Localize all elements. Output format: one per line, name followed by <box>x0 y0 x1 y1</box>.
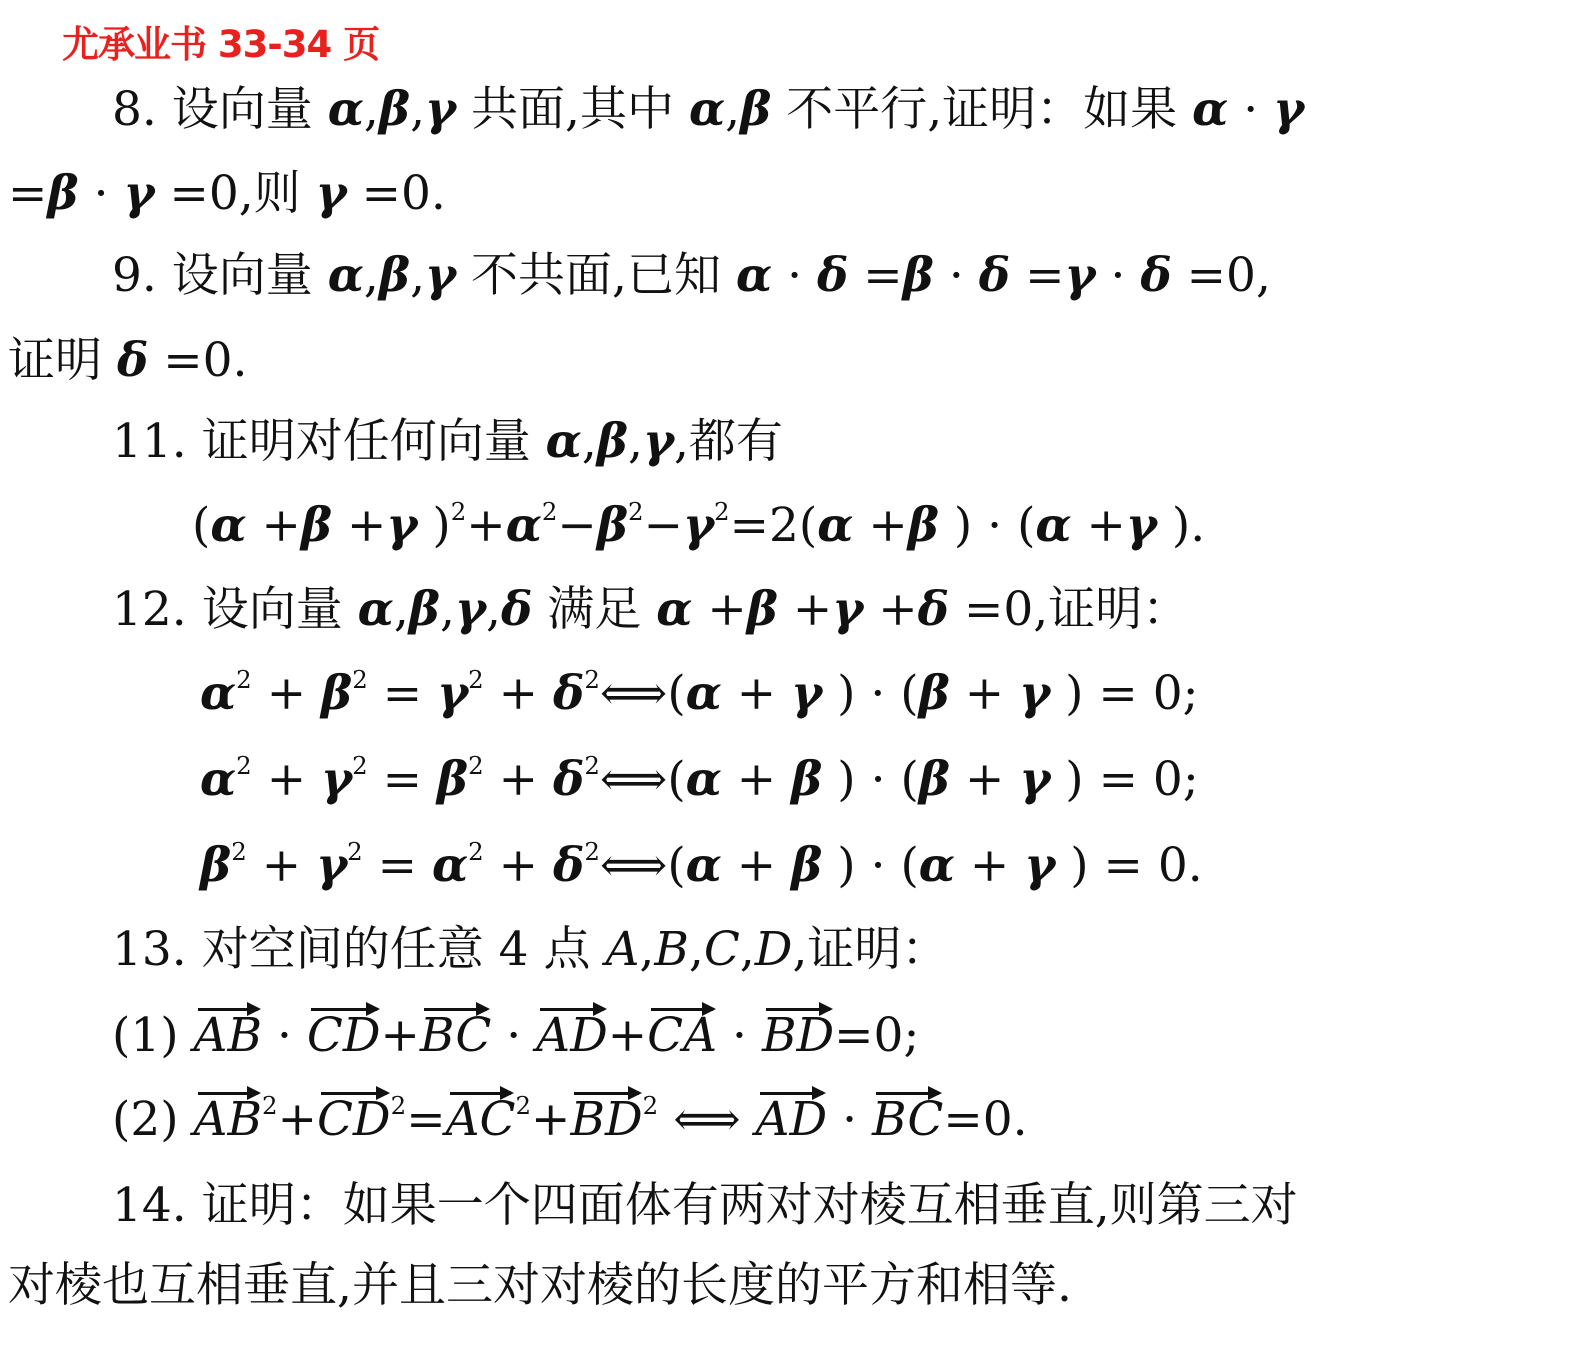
plus-sign: + <box>736 752 777 807</box>
problem-11-label: 11. <box>112 414 187 469</box>
gamma-symbol: γ <box>315 166 347 221</box>
alpha-symbol: α <box>431 838 469 893</box>
iff-symbol: ⟺ <box>599 752 668 807</box>
problem-13-line-1 <box>112 922 949 977</box>
plus-sign: + <box>607 1008 648 1063</box>
problem-12-eq-3: $\beta^2 + \gamma^2 = \alpha^2$ + $\delta^2⟺(\alpha + \beta$ ) · (α + γ ) = 0. <box>200 837 1203 893</box>
equals-sign: = <box>1098 752 1138 807</box>
zero: 0 <box>1152 752 1183 807</box>
problem-8-text: =0. <box>361 166 446 221</box>
dot-operator: · <box>787 248 803 303</box>
alpha-symbol: α <box>327 248 364 303</box>
comma: , <box>688 922 704 977</box>
problem-14-text: 证明：如果一个四面体有两对对棱互相垂直,则第三对 <box>201 1178 1298 1233</box>
alpha-symbol: α <box>656 582 693 637</box>
comma: , <box>639 922 655 977</box>
problem-9-line-1 <box>112 248 1271 303</box>
delta-symbol: δ <box>1140 248 1172 303</box>
plus-sign: + <box>964 666 1005 721</box>
alpha-symbol: α <box>685 666 722 721</box>
equals-sign: = <box>377 838 418 893</box>
problem-12-text: =0,证明： <box>963 582 1190 637</box>
beta-symbol: β <box>918 752 951 807</box>
gamma-symbol: γ <box>1019 666 1051 721</box>
alpha-symbol: α <box>200 752 237 807</box>
problem-12-eq-1: $\alpha^2 + \beta^2 = \gamma^2$ + $\delta^2⟺(\alpha + \gamma$ ) · (β + γ ) = 0; <box>200 665 1199 721</box>
delta-symbol: δ <box>553 752 585 807</box>
plus-sign: + <box>266 666 307 721</box>
zero: 0 <box>1152 666 1183 721</box>
dot-operator: · <box>870 666 886 721</box>
exponent: 2 <box>468 837 484 867</box>
dot-operator: · <box>842 1092 858 1147</box>
dot-operator: · <box>987 498 1003 553</box>
vector-bd: BD <box>761 1008 835 1063</box>
exponent: 2 <box>515 1091 532 1121</box>
plus-sign: + <box>792 582 833 637</box>
beta-symbol: β <box>918 666 950 721</box>
delta-symbol: δ <box>500 582 533 637</box>
alpha-symbol: α <box>1035 498 1072 553</box>
alpha-symbol: α <box>200 666 237 721</box>
plus-sign: + <box>707 582 747 637</box>
plus-sign: + <box>347 498 387 553</box>
plus-sign: + <box>498 752 539 807</box>
comma: , <box>581 414 597 469</box>
beta-symbol: β <box>791 752 823 807</box>
gamma-symbol: γ <box>454 582 486 637</box>
alpha-symbol: α <box>685 752 722 807</box>
problem-9-text: =0. <box>163 333 248 388</box>
exponent: 2 <box>352 751 368 781</box>
problem-11-text: 证明对任何向量 <box>201 414 531 469</box>
problem-12-line-1 <box>112 582 1190 637</box>
problem-12-eq-2: $\alpha^2 + \gamma^2 = \beta^2$ + $\delta^2⟺(\alpha + \beta$ ) · (β + γ ) = 0; <box>200 751 1199 807</box>
comma: , <box>363 82 379 137</box>
equals-sign: = <box>1103 838 1143 893</box>
delta-symbol: δ <box>553 838 585 893</box>
alpha-symbol: α <box>918 838 955 893</box>
dot-operator: · <box>506 1008 522 1063</box>
equals-zero: =0; <box>834 1008 920 1063</box>
iff-symbol: ⟺ <box>673 1092 741 1147</box>
delta-symbol: δ <box>978 248 1011 303</box>
exponent: 2 <box>584 837 600 867</box>
vector-cd: CD <box>306 1008 381 1063</box>
problem-8-text: 设向量 <box>171 82 313 137</box>
delta-symbol: δ <box>553 666 585 721</box>
exponent: 2 <box>584 665 600 695</box>
beta-symbol: β <box>47 166 79 221</box>
gamma-symbol: γ <box>832 582 864 637</box>
gamma-symbol: γ <box>425 82 457 137</box>
minus-sign: − <box>643 498 683 553</box>
gamma-symbol: γ <box>316 838 348 893</box>
plus-sign: + <box>498 666 539 721</box>
problem-11-line-1 <box>112 414 783 469</box>
point-d: D <box>754 922 793 977</box>
alpha-symbol: α <box>505 498 542 553</box>
problem-9-text: 设向量 <box>171 248 313 303</box>
alpha-symbol: α <box>1192 82 1229 137</box>
vector-ca: CA <box>647 1008 718 1063</box>
beta-symbol: β <box>408 582 440 637</box>
gamma-symbol: γ <box>1125 498 1157 553</box>
problem-9-text: 证明 <box>8 333 102 388</box>
exponent: 2 <box>352 665 368 695</box>
exponent: 2 <box>642 1091 659 1121</box>
plus-sign: + <box>466 498 506 553</box>
beta-symbol: β <box>907 498 939 553</box>
plus-sign: + <box>1086 498 1126 553</box>
problem-9-text: 不共面,已知 <box>471 248 721 303</box>
beta-symbol: β <box>902 248 934 303</box>
gamma-symbol: γ <box>123 166 155 221</box>
dot-operator: · <box>1110 248 1126 303</box>
dot-operator: · <box>870 752 886 807</box>
iff-symbol: ⟺ <box>599 666 668 721</box>
gamma-symbol: γ <box>1019 752 1051 807</box>
exponent: 2 <box>541 497 558 527</box>
gamma-symbol: γ <box>682 498 715 553</box>
problem-13-item-2 <box>112 1091 1028 1147</box>
problem-8-label: 8. <box>112 82 157 137</box>
gamma-symbol: γ <box>1273 82 1305 137</box>
problem-8-text: =0,则 <box>169 166 301 221</box>
beta-symbol: β <box>746 582 778 637</box>
exponent: 2 <box>231 837 247 867</box>
problem-13-text: 对空间的任意 4 点 <box>201 922 591 977</box>
minus-sign: − <box>557 498 597 553</box>
problem-13-text: ,证明： <box>792 922 949 977</box>
gamma-symbol: γ <box>321 752 353 807</box>
problem-11-formula: (α +β +γ )$^2+\alpha^2-\beta^2-\gamma^2=2(\alpha +\beta$ ) · (α +γ ). <box>192 497 1206 553</box>
delta-symbol: δ <box>816 248 849 303</box>
exponent: 2 <box>628 497 644 527</box>
problem-14-text: 对棱也互相垂直,并且三对对棱的长度的平方和相等. <box>8 1258 1072 1313</box>
comma: , <box>485 582 501 637</box>
alpha-symbol: α <box>817 498 854 553</box>
vector-ab: AB <box>193 1092 263 1147</box>
alpha-symbol: α <box>685 838 722 893</box>
plus-sign: + <box>878 582 918 637</box>
beta-symbol: β <box>596 414 628 469</box>
period: . <box>1187 838 1203 893</box>
item-label: (2) <box>112 1092 179 1147</box>
plus-sign: + <box>380 1008 420 1063</box>
gamma-symbol: γ <box>437 666 469 721</box>
vector-ac: AC <box>445 1092 516 1147</box>
beta-symbol: β <box>378 248 411 303</box>
dot-operator: · <box>948 248 964 303</box>
comma: , <box>440 582 455 637</box>
dot-operator: · <box>93 166 109 221</box>
gamma-symbol: γ <box>1064 248 1096 303</box>
semicolon: ; <box>1182 752 1199 807</box>
problem-14-line-2 <box>8 1258 1072 1313</box>
alpha-symbol: α <box>688 82 726 137</box>
problem-9-line-2 <box>8 333 248 388</box>
equals-sign: = <box>1025 248 1065 303</box>
problem-12-text: 满足 <box>547 582 642 637</box>
exponent: 2 <box>236 665 252 695</box>
coefficient: 2 <box>768 498 799 553</box>
exponent: 2 <box>390 1091 407 1121</box>
beta-symbol: β <box>300 498 333 553</box>
exponent: 2 <box>468 665 484 695</box>
problem-13-label: 13. <box>112 922 187 977</box>
plus-sign: + <box>531 1092 571 1147</box>
equals-sign: = <box>406 1092 446 1147</box>
plus-sign: + <box>736 666 777 721</box>
exponent: 2 <box>584 751 600 781</box>
point-b: B <box>654 922 689 977</box>
comma: , <box>628 414 643 469</box>
beta-symbol: β <box>791 838 823 893</box>
exponent: 2 <box>468 751 484 781</box>
problem-8-text: 不平行,证明：如果 <box>786 82 1178 137</box>
problem-12-label: 12. <box>112 582 187 637</box>
comma: , <box>363 248 379 303</box>
gamma-symbol: γ <box>425 248 457 303</box>
alpha-symbol: α <box>545 414 582 469</box>
plus-sign: + <box>261 498 301 553</box>
comma: , <box>410 82 426 137</box>
exponent: 2 <box>714 497 730 527</box>
beta-symbol: β <box>740 82 772 137</box>
dot-operator: · <box>870 838 886 893</box>
alpha-symbol: α <box>735 248 773 303</box>
point-a: A <box>605 922 640 977</box>
plus-sign: + <box>868 498 908 553</box>
item-label: (1) <box>112 1008 179 1063</box>
equals-sign: = <box>8 166 48 221</box>
zero: 0 <box>1157 838 1188 893</box>
vector-bc: BC <box>419 1008 492 1063</box>
delta-symbol: δ <box>917 582 950 637</box>
gamma-symbol: γ <box>791 666 823 721</box>
dot-operator: · <box>276 1008 292 1063</box>
comma: , <box>393 582 409 637</box>
problem-9-label: 9. <box>112 248 157 303</box>
problem-11-text: ,都有 <box>673 414 783 469</box>
exponent: 2 <box>450 497 467 527</box>
beta-symbol: β <box>200 838 232 893</box>
comma: , <box>739 922 755 977</box>
equals-sign: = <box>729 498 769 553</box>
plus-sign: + <box>261 838 302 893</box>
problem-14-line-1 <box>112 1178 1298 1233</box>
plus-sign: + <box>266 752 307 807</box>
point-c: C <box>703 922 740 977</box>
plus-sign: + <box>964 752 1005 807</box>
alpha-symbol: α <box>327 82 364 137</box>
gamma-symbol: γ <box>1024 838 1056 893</box>
iff-symbol: ⟺ <box>599 838 668 893</box>
exponent: 2 <box>236 751 252 781</box>
vector-ad: AD <box>755 1092 828 1147</box>
problem-8-text: 共面,其中 <box>471 82 674 137</box>
plus-sign: + <box>277 1092 317 1147</box>
comma: , <box>725 82 741 137</box>
page-header: 尤承业书 33-34 页 <box>62 23 380 66</box>
vector-bd: BD <box>570 1092 643 1147</box>
exponent: 2 <box>262 1091 278 1121</box>
beta-symbol: β <box>321 666 353 721</box>
vector-cd: CD <box>316 1092 391 1147</box>
problem-14-label: 14. <box>112 1178 187 1233</box>
problem-8-line-1 <box>112 82 1305 137</box>
alpha-symbol: α <box>210 498 247 553</box>
vector-bc: BC <box>872 1092 944 1147</box>
equals-sign: = <box>1098 666 1138 721</box>
alpha-symbol: α <box>357 582 394 637</box>
equals-sign: = <box>863 248 903 303</box>
beta-symbol: β <box>596 498 629 553</box>
semicolon: ; <box>1182 666 1199 721</box>
problem-8-line-2 <box>8 166 446 221</box>
equals-zero: =0. <box>943 1092 1028 1147</box>
problem-9-text: =0, <box>1186 248 1271 303</box>
plus-sign: + <box>969 838 1010 893</box>
equals-sign: = <box>382 666 423 721</box>
problem-12-text: 设向量 <box>201 582 343 637</box>
dot-operator: · <box>732 1008 747 1063</box>
beta-symbol: β <box>378 82 411 137</box>
problem-13-item-1 <box>112 1008 920 1063</box>
gamma-symbol: γ <box>386 498 418 553</box>
dot-operator: · <box>1243 82 1259 137</box>
vector-ab: AB <box>193 1008 263 1063</box>
equals-sign: = <box>382 752 422 807</box>
comma: , <box>410 248 426 303</box>
exponent: 2 <box>347 837 363 867</box>
plus-sign: + <box>498 838 539 893</box>
gamma-symbol: γ <box>642 414 674 469</box>
plus-sign: + <box>736 838 777 893</box>
beta-symbol: β <box>436 752 469 807</box>
delta-symbol: δ <box>116 333 149 388</box>
vector-ad: AD <box>536 1008 608 1063</box>
